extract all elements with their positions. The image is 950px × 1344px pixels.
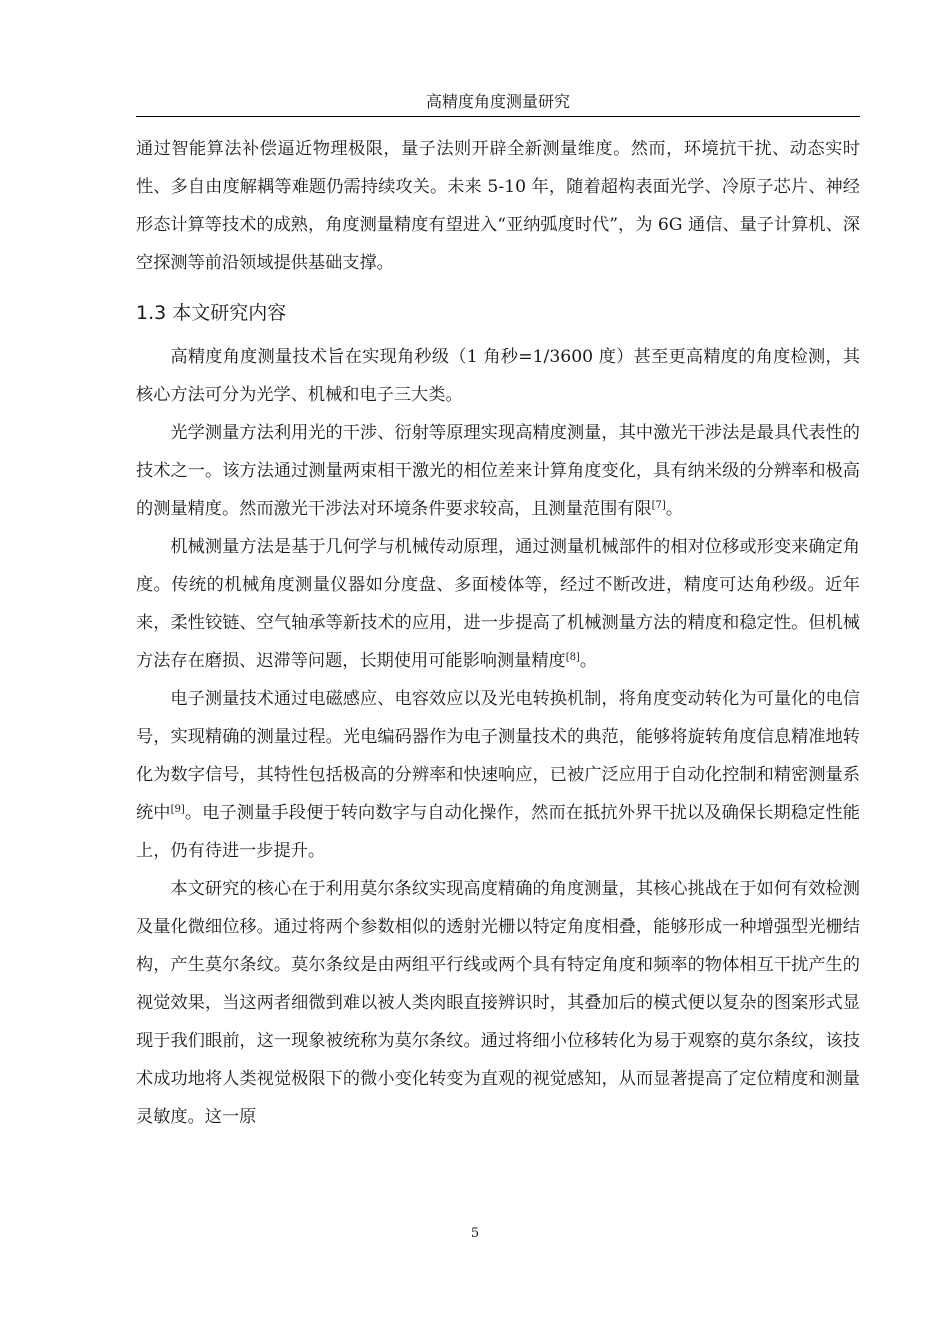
paragraph-optical-text: 光学测量方法利用光的干涉、衍射等原理实现高精度测量，其中激光干涉法是最具代表性的技术之一。该方法通过测量两束相干激光的相位差来计算角度变化，具有纳米级的分辨率和极高的测量精度。然而激光干涉法对环境条件要求较高，且测量范围有限 [136, 423, 860, 519]
paragraph-optical [136, 414, 860, 528]
paragraph-mechanical-end: 。 [579, 651, 598, 671]
paragraph-mechanical [136, 528, 860, 680]
header-rule [136, 116, 860, 117]
paragraph-intro: 高精度角度测量技术旨在实现角秒级（1 角秒=1/3600 度）甚至更高精度的角度检测，其核心方法可分为光学、机械和电子三大类。 [136, 347, 860, 405]
running-header: 高精度角度测量研究 [425, 92, 570, 111]
paragraph-mechanical-text: 机械测量方法是基于几何学与机械传动原理，通过测量机械部件的相对位移或形变来确定角度。传统的机械角度测量仪器如分度盘、多面棱体等，经过不断改进，精度可达角秒级。近年来，柔性铰链、空气轴承等新技术的应用，进一步提高了机械测量方法的精度和稳定性。但机械方法存在磨损、迟滞等问题，长期使用可能影响测量精度 [136, 537, 860, 671]
paragraph-electronic-text: 电子测量技术通过电磁感应、电容效应以及光电转换机制，将角度变动转化为可量化的电信号，实现精确的测量过程。光电编码器作为电子测量技术的典范，能够将旋转角度信息精准地转化为数字信号，其特性包括极高的分辨率和快速响应，已被广泛应用于自动化控制和精密测量系统中 [136, 689, 860, 823]
citation-9[interactable]: [9] [170, 804, 185, 815]
paragraph-electronic-end: 。电子测量手段便于转向数字与自动化操作，然而在抵抗外界干扰以及确保长期稳定性能上，仍有待进一步提升。 [136, 803, 860, 861]
document-body [136, 130, 860, 1136]
citation-7[interactable]: [7] [651, 500, 666, 511]
paragraph-optical-end: 。 [665, 499, 684, 519]
section-heading: 1.3 本文研究内容 [136, 302, 287, 324]
page-number: 5 [470, 1226, 480, 1241]
paragraph-electronic [136, 680, 860, 870]
paragraph-moire: 本文研究的核心在于利用莫尔条纹实现高度精确的角度测量，其核心挑战在于如何有效检测及量化微细位移。通过将两个参数相似的透射光栅以特定角度相叠，能够形成一种增强型光栅结构，产生莫尔条纹。莫尔条纹是由两组平行线或两个具有特定角度和频率的物体相互干扰产生的视觉效果，当这两者细微到难以被人类肉眼直接辨识时，其叠加后的模式便以复杂的图案形式显现于我们眼前，这一现象被统称为莫尔条纹。通过将细小位移转化为易于观察的莫尔条纹，该技术成功地将人类视觉极限下的微小变化转变为直观的视觉感知，从而显著提高了定位精度和测量灵敏度。这一原 [136, 879, 860, 1127]
citation-8[interactable]: [8] [565, 652, 580, 663]
paragraph-continuation: 通过智能算法补偿逼近物理极限，量子法则开辟全新测量维度。然而，环境抗干扰、动态实时性、多自由度解耦等难题仍需持续攻关。未来 5-10 年，随着超构表面光学、冷原子芯片、神经形态计算等技术的成熟，角度测量精度有望进入“亚纳弧度时代”，为 6G 通信、量子计算机、深空探测等前沿领域提供基础支撑。 [136, 139, 860, 273]
